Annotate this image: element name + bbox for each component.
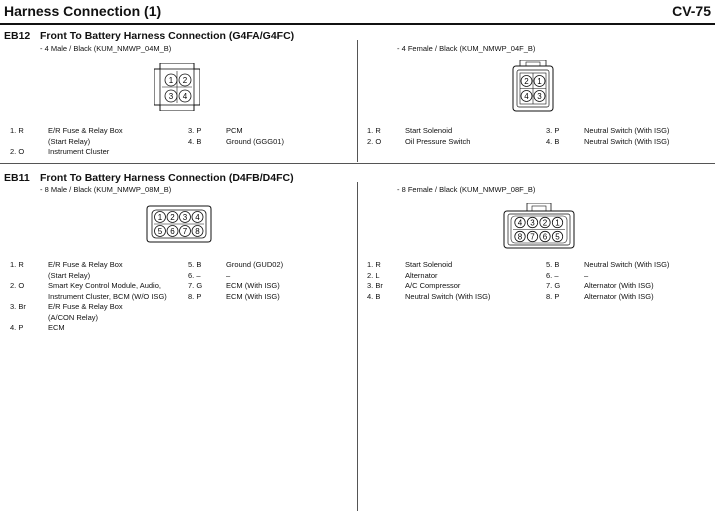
pin-number-label: 4. P — [10, 323, 24, 332]
pin-row — [367, 271, 490, 282]
pin-description — [584, 260, 669, 271]
pin-row — [367, 292, 490, 303]
section-title: Front To Battery Harness Connection (D4FB/D4FC) — [40, 172, 294, 184]
pin-number: 3 — [537, 92, 542, 101]
pin-row — [188, 292, 283, 303]
section-code: EB12 — [4, 30, 31, 42]
pin-number-label: 2. O — [10, 147, 25, 156]
pin-number: 7 — [182, 227, 188, 236]
pin-description-line: Neutral Switch (With ISG) — [584, 126, 670, 135]
pin-description-line: Smart Key Control Module, Audio, — [48, 281, 161, 290]
pin-row — [367, 281, 490, 292]
pin-number-label: 6. – — [546, 270, 559, 280]
pin-number: 4 — [182, 92, 188, 101]
pin-row — [367, 260, 490, 271]
section-code: EB11 — [4, 172, 30, 184]
pin-list — [367, 260, 490, 302]
pin-number-label: 1. R — [10, 260, 24, 269]
pin-description-line: ECM (With ISG) — [226, 281, 280, 290]
pin-description-line: (Start Relay) — [48, 136, 91, 146]
pin-row — [10, 323, 167, 334]
pin-number: 3 — [168, 92, 174, 101]
pin-description — [48, 323, 65, 334]
pin-number-label: 5. B — [546, 260, 560, 269]
connector-8-male-diagram — [146, 205, 212, 243]
pin-description — [226, 126, 243, 137]
pin-description — [48, 302, 123, 323]
connector-4-female-diagram — [512, 60, 554, 112]
pin-number-label: 6. – — [188, 270, 201, 280]
pin-number: 3 — [182, 213, 188, 222]
pin-description-line: Start Solenoid — [405, 260, 453, 269]
pin-row — [10, 126, 123, 147]
pin-row — [546, 292, 669, 303]
pin-description-line: – — [584, 270, 589, 280]
pin-description-line: Instrument Cluster, BCM (W/O ISG) — [48, 291, 167, 301]
pin-description — [48, 260, 123, 281]
pin-number: 2 — [524, 77, 529, 86]
pin-number-label: 5. B — [188, 260, 202, 269]
pin-list — [546, 260, 669, 302]
pin-description — [405, 126, 452, 137]
pin-description-line: Alternator (With ISG) — [584, 291, 654, 301]
pin-description-line: Alternator — [405, 270, 438, 280]
pin-number: 6 — [170, 227, 175, 236]
pin-number-label: 2. L — [367, 270, 380, 280]
pin-description-line: PCM — [226, 126, 243, 135]
connector-label: - 4 Male / Black (KUM_NMWP_04M_B) — [40, 44, 172, 53]
pin-description — [584, 292, 654, 303]
pin-number: 3 — [530, 218, 535, 228]
pin-number-label: 7. G — [546, 281, 561, 290]
pin-description-line: Neutral Switch (With ISG) — [584, 136, 670, 146]
pin-number-label: 7. G — [188, 281, 203, 290]
pin-description-line: E/R Fuse & Relay Box — [48, 260, 123, 269]
pin-number: 6 — [542, 232, 548, 242]
pin-number: 8 — [195, 227, 200, 236]
pin-description — [226, 137, 284, 148]
pin-description-line: (A/CON Relay) — [48, 312, 99, 322]
pin-number-label: 1. R — [367, 126, 381, 135]
pin-description — [405, 292, 490, 303]
pin-row — [188, 271, 283, 282]
pin-description — [584, 271, 588, 282]
pin-description — [584, 137, 669, 148]
pin-number: 7 — [530, 232, 535, 242]
pin-description — [405, 271, 438, 282]
pin-row — [546, 281, 669, 292]
pin-description — [48, 147, 109, 158]
pin-list — [188, 260, 283, 302]
pin-row — [546, 271, 669, 282]
pin-number-label: 4. B — [367, 291, 381, 301]
pin-number-label: 1. R — [367, 260, 381, 269]
pin-row — [367, 126, 470, 137]
pin-description-line: Neutral Switch (With ISG) — [405, 291, 491, 301]
pin-row — [188, 281, 283, 292]
connector-label: - 8 Male / Black (KUM_NMWP_08M_B) — [40, 185, 172, 194]
pin-description — [226, 260, 283, 271]
pin-description — [405, 281, 460, 292]
pin-description — [48, 126, 123, 147]
pin-description-line: E/R Fuse & Relay Box — [48, 302, 123, 311]
pin-description — [584, 281, 654, 292]
pin-number: 4 — [524, 92, 529, 101]
pin-row — [188, 260, 283, 271]
pin-row — [188, 137, 284, 148]
pin-description-line: ECM — [48, 323, 65, 332]
pin-number-label: 3. Br — [367, 281, 383, 290]
pin-list — [10, 126, 123, 158]
pin-description-line: Alternator (With ISG) — [584, 281, 654, 290]
pin-number: 2 — [542, 218, 548, 228]
pin-number: 1 — [157, 213, 163, 222]
pin-row — [10, 302, 167, 323]
pin-number: 4 — [195, 213, 200, 222]
pin-description-line: (Start Relay) — [48, 270, 91, 280]
pin-description — [226, 292, 280, 303]
pin-number-label: 8. P — [546, 291, 560, 301]
section-title: Front To Battery Harness Connection (G4FA/G4FC) — [40, 30, 295, 42]
page-number: CV-75 — [672, 3, 711, 19]
pin-description — [226, 281, 280, 292]
connector-4-male-diagram — [154, 63, 200, 111]
pin-description-line: – — [226, 270, 231, 280]
pin-row — [188, 126, 284, 137]
column-divider — [357, 40, 358, 162]
pin-number: 1 — [168, 76, 174, 85]
pin-description — [405, 137, 470, 148]
pin-row — [10, 147, 123, 158]
pin-description-line: ECM (With ISG) — [226, 291, 280, 301]
connector-8-female-diagram — [503, 203, 575, 249]
connector-label: - 4 Female / Black (KUM_NMWP_04F_B) — [397, 44, 536, 53]
pin-description-line: Start Solenoid — [405, 126, 453, 135]
pin-description-line: Oil Pressure Switch — [405, 136, 471, 146]
pin-number: 5 — [555, 232, 560, 242]
header-divider — [0, 23, 715, 25]
pin-list — [367, 126, 470, 147]
pin-list — [546, 126, 669, 147]
pin-description-line: Ground (GUD02) — [226, 260, 284, 269]
connector-label: - 8 Female / Black (KUM_NMWP_08F_B) — [397, 185, 536, 194]
pin-number-label: 3. P — [546, 126, 560, 135]
pin-number: 8 — [517, 232, 523, 242]
pin-description-line: Neutral Switch (With ISG) — [584, 260, 670, 269]
pin-description — [584, 126, 669, 137]
column-divider — [357, 182, 358, 511]
pin-description — [405, 260, 452, 271]
pin-description-line: Instrument Cluster — [48, 147, 110, 156]
pin-row — [10, 260, 167, 281]
pin-row — [546, 260, 669, 271]
pin-number-label: 3. P — [188, 126, 202, 135]
pin-number: 1 — [555, 218, 560, 228]
section-divider — [0, 163, 715, 164]
pin-number-label: 2. O — [367, 136, 382, 146]
pin-description-line: A/C Compressor — [405, 281, 461, 290]
pin-number-label: 1. R — [10, 126, 24, 135]
pin-list — [188, 126, 284, 147]
pin-row — [546, 126, 669, 137]
pin-description — [226, 271, 230, 282]
pin-number-label: 4. B — [188, 136, 202, 146]
page-header — [0, 0, 715, 24]
pin-list — [10, 260, 167, 334]
pin-description-line: Ground (GGG01) — [226, 136, 284, 146]
pin-number-label: 3. Br — [10, 302, 26, 311]
pin-number-label: 4. B — [546, 136, 560, 146]
pin-number: 2 — [170, 213, 175, 222]
pin-number: 1 — [537, 77, 542, 86]
pin-row — [10, 281, 167, 302]
pin-number: 5 — [157, 227, 163, 236]
pin-number-label: 8. P — [188, 291, 202, 301]
pin-row — [546, 137, 669, 148]
pin-description-line: E/R Fuse & Relay Box — [48, 126, 123, 135]
pin-number: 2 — [182, 76, 188, 85]
pin-number: 4 — [517, 218, 523, 228]
page-title: Harness Connection (1) — [4, 3, 162, 19]
pin-description — [48, 281, 167, 302]
pin-row — [367, 137, 470, 148]
pin-number-label: 2. O — [10, 281, 25, 290]
